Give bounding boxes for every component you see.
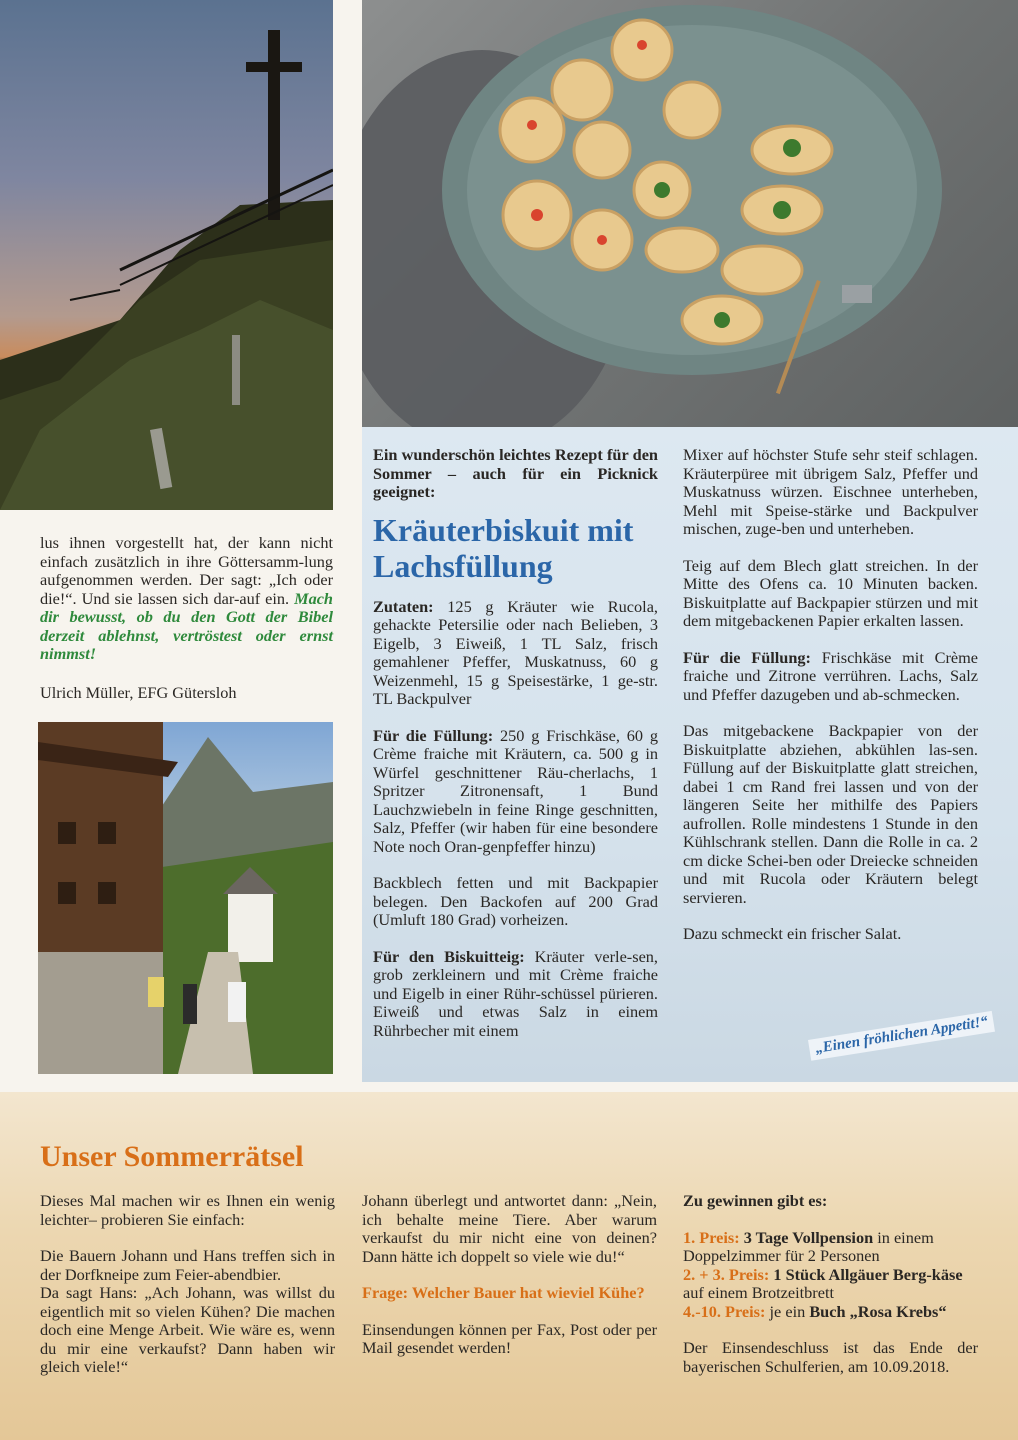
recipe-column-1 (373, 446, 658, 1040)
author-line: Ulrich Müller, EFG Gütersloh (40, 682, 237, 702)
prize-2 (683, 1266, 978, 1303)
prize-3-detail: je ein (765, 1301, 810, 1321)
dough-text: Kräuter verle-sen, grob zerkleinern und mit Crème fraiche und Eigelb in einer Rühr-schüssel pürieren. Eiweiß und etwas Salz in einem Rührbecher mit einem (373, 946, 659, 1040)
riddle-column-1 (40, 1192, 335, 1377)
salad-paragraph: Dazu schmeckt ein frischer Salat. (683, 924, 902, 943)
dough-paragraph (373, 948, 658, 1041)
prize-2-main: 1 Stück Allgäuer Berg-käse (769, 1264, 963, 1284)
prize-3 (683, 1303, 978, 1322)
prize-1-label: 1. Preis: (683, 1227, 740, 1247)
prize-2-detail: auf einem Brotzeitbrett (683, 1283, 834, 1302)
riddle-title: Unser Sommerrätsel (40, 1140, 304, 1173)
herb-roll-plate-photo (362, 0, 1018, 427)
prizes-heading: Zu gewinnen gibt es: (683, 1191, 828, 1210)
riddle-question: Frage: Welcher Bauer hat wieviel Kühe? (362, 1283, 645, 1302)
prize-3-main: Buch „Rosa Krebs“ (809, 1301, 947, 1321)
sermon-text: lus ihnen vorgestellt hat, der kann nicht einfach zusätzlich in ihre Göttersamm-lung aufgenommen werden. Der sagt: „Ich oder die!“. Und sie lassen sich dar-auf ein. (40, 533, 333, 608)
sermon-text-column (40, 534, 333, 702)
ingredients-paragraph (373, 598, 658, 709)
sermon-emphasis: Mach dir bewusst, ob du den Gott der Bibel derzeit ablehnst, vertröstest oder ernst nimmst! (40, 588, 333, 663)
prize-1-main: 3 Tage Vollpension (739, 1227, 874, 1247)
plate-illustration (362, 0, 1018, 427)
riddle-johann-quote: Johann überlegt und antwortet dann: „Nein, ich behalte meine Tiere. Aber warum verkaufst du mir nicht eine von deinen? Dann hätte ich doppelt so viele wie du!“ (362, 1191, 657, 1266)
riddle-intro: Dieses Mal machen wir es Ihnen ein wenig leichter– probieren Sie einfach: (40, 1191, 335, 1229)
deadline-text: Der Einsendeschluss ist das Ende der bayerischen Schulferien, am 10.09.2018. (683, 1338, 978, 1376)
riddle-column-3 (683, 1192, 978, 1376)
recipe-column-2 (683, 446, 978, 944)
filling-method-paragraph (683, 649, 978, 705)
ingredients-label: Zutaten: (373, 596, 434, 616)
spread-paragraph: Teig auf dem Blech glatt streichen. In der Mitte des Ofens ca. 10 Minuten backen. Biskuitplatte auf Backpapier stürzen und mit dem mitgebackenen Papier erkalten lassen. (683, 555, 978, 630)
alps-illustration (38, 722, 333, 1074)
filling-label: Für die Füllung: (373, 725, 494, 745)
filling-text: 250 g Frischkäse, 60 g Crème fraiche mit Kräutern, ca. 500 g in Würfel geschnittener Räu-cherlachs, 1 Spritzer Zitronensaft, 1 Bund Lauchzwiebeln in feine Ringe geschnitten, Salz, Pfeffer (wir haben für eine besondere Note noch Oran-genpfeffer hinzu) (373, 725, 658, 856)
riddle-column-2 (362, 1192, 657, 1358)
recipe-intro: Ein wunderschön leichtes Rezept für den Sommer – auch für ein Picknick geeignet: (373, 445, 658, 501)
ingredients-text: 125 g Kräuter wie Rucola, gehackte Petersilie oder nach Belieben, 3 Eigelb, 3 Eiweiß, 1 TL Salz, frisch gemahlener Pfeffer, Muskatnuss, 60 g Weizenmehl, 15 g Speisestärke, 1 ge-str. TL Backpulver (373, 596, 658, 708)
dough-label: Für den Biskuitteig: (373, 946, 525, 966)
alpine-farmhouse-family-photo (38, 722, 333, 1074)
rolling-paragraph: Das mitgebackene Backpapier von der Biskuitplatte abziehen, abkühlen las-sen. Füllung auf der Biskuitplatte glatt streichen, dabei 1 cm Rand frei lassen und von der längeren Seite her mithilfe des Papiers aufrollen. Rolle mindestens 1 Stunde in den Kühlschrank stellen. Dann die Rolle in ca. 2 cm dicke Schei-ben oder Dreiecke schneiden und mit Rucola oder Kräutern belegt servieren. (683, 721, 978, 907)
recipe-title-line2: Lachsfüllung (373, 547, 553, 584)
filling-method-label: Für die Füllung: (683, 647, 811, 667)
filling-method-text: Frischkäse mit Crème fraiche und Zitrone verrühren. Lachs, Salz und Pfeffer dazugeben und ab-schmecken. (683, 647, 978, 704)
sermon-paragraph (40, 534, 333, 664)
prize-2-label: 2. + 3. Preis: (683, 1264, 770, 1284)
summit-cross-photo (0, 0, 333, 510)
riddle-setup: Die Bauern Johann und Hans treffen sich in der Dorfkneipe zum Feier-abendbier. (40, 1246, 335, 1284)
riddle-hans-quote: Da sagt Hans: „Ach Johann, was willst du eigentlich mit so vielen Kühen? Die machen doch eine Menge Arbeit. Wie wäre es, wenn du mir eine verkaufst? Dann haben wir gleich viele!“ (40, 1283, 335, 1376)
prize-1 (683, 1229, 978, 1266)
mixer-paragraph: Mixer auf höchster Stufe sehr steif schlagen. Kräuterpüree mit übrigem Salz, Pfeffer und Muskatnuss würzen. Eischnee unterheben, Mehl mit Speise-stärke und Backpulver mischen, zuge-ben und unterheben. (683, 445, 978, 538)
riddle-submission-info: Einsendungen können per Fax, Post oder per Mail gesendet werden! (362, 1319, 657, 1357)
prize-3-label: 4.-10. Preis: (683, 1301, 766, 1321)
baking-tray-paragraph: Backblech fetten und mit Backpapier belegen. Den Backofen auf 200 Grad (Umluft 180 Grad) vorheizen. (373, 873, 658, 929)
prize-1-detail: in einem Doppelzimmer für 2 Personen (683, 1227, 934, 1265)
appetit-tag: „Einen fröhlichen Appetit!“ (808, 1011, 995, 1061)
recipe-title (373, 512, 658, 584)
filling-ingredients-paragraph (373, 727, 658, 857)
recipe-title-line1: Kräuterbiskuit mit (373, 511, 634, 548)
summit-cross-illustration (0, 0, 333, 510)
